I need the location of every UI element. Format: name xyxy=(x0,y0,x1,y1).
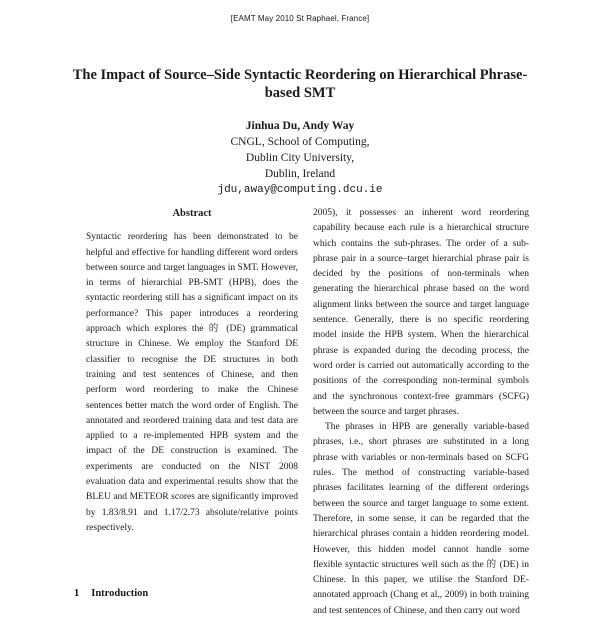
author-email: jdu,away@computing.dcu.ie xyxy=(217,184,383,196)
author-names: Jinhua Du, Andy Way xyxy=(245,120,355,132)
affiliation-line-1: CNGL, School of Computing, xyxy=(230,136,370,148)
paper-title: The Impact of Source–Side Syntactic Reordering on Hierarchical Phrase-based SMT xyxy=(72,67,528,101)
body-paragraph-1: 2005), it possesses an inherent word reordering capability because each rule is a hierarchical structure which contains the sub-phrases. The order of a sub-phrase pair in a source–target hierarchial phrase pair is decided by the positions of non-terminals when generating the hierarchical phrase based on the word alignment links between the source and target language sentence. Generally, there is no specific reordering model inside the HPB system. When the hierarchical phrase is expanded during the decoding process, the word order is carried out automatically according to the positions of the corresponding non-terminal symbols and the synchronous context-free grammars (SCFG) between the source and target phrases. xyxy=(313,208,529,417)
section-title: Introduction xyxy=(91,588,149,599)
author-block xyxy=(100,118,500,198)
body-paragraph-2: The phrases in HPB are generally variable-based phrases, i.e., short phrases are substituted in a long phrase with variables or non-terminals based on SCFG rules. The method of constructing variable-based phrases facilitates learning of the different orderings between the source and target language to some extent. Therefore, in some sense, it can be regarded that the hierarchical phrases contain a hidden reordering model. However, this hidden model cannot handle some flexible syntactic structures well such as the 的 (DE) in Chinese. In this paper, we utilise the Stanford DE-annotated approach (Chang et al., 2009) in both training and test sentences of Chinese, and then carry out word xyxy=(313,422,529,616)
right-column xyxy=(313,206,529,619)
section-heading-introduction xyxy=(74,588,148,599)
affiliation-line-3: Dublin, Ireland xyxy=(264,168,336,180)
abstract-heading: Abstract xyxy=(172,208,212,219)
section-number: 1 xyxy=(74,588,80,599)
left-column xyxy=(86,206,298,536)
abstract-text: Syntactic reordering has been demonstrated to be helpful and effective for handling different word orders between source and target languages in SMT. However, in terms of hierarchial PB-SMT (HPB), does the syntactic reordering still has a significant impact on its performance? This paper introduces a reordering approach which explores the 的 (DE) grammatical structure in Chinese. We employ the Stanford DE classifier to recognise the DE structures in both training and test sentences of Chinese, and then perform word reordering to make the Chinese sentences better match the word order of English. The annotated and reordered training data and test data are applied to a re-implemented HPB system and the impact of the DE construction is examined. The experiments are conducted on the NIST 2008 evaluation data and experimental results show that the BLEU and METEOR scores are significantly improved by 1.83/8.91 and 1.17/2.73 absolute/relative points respectively. xyxy=(86,232,298,533)
affiliation-line-2: Dublin City University, xyxy=(245,152,355,164)
conference-header-note: [EAMT May 2010 St Raphael, France] xyxy=(230,14,370,23)
